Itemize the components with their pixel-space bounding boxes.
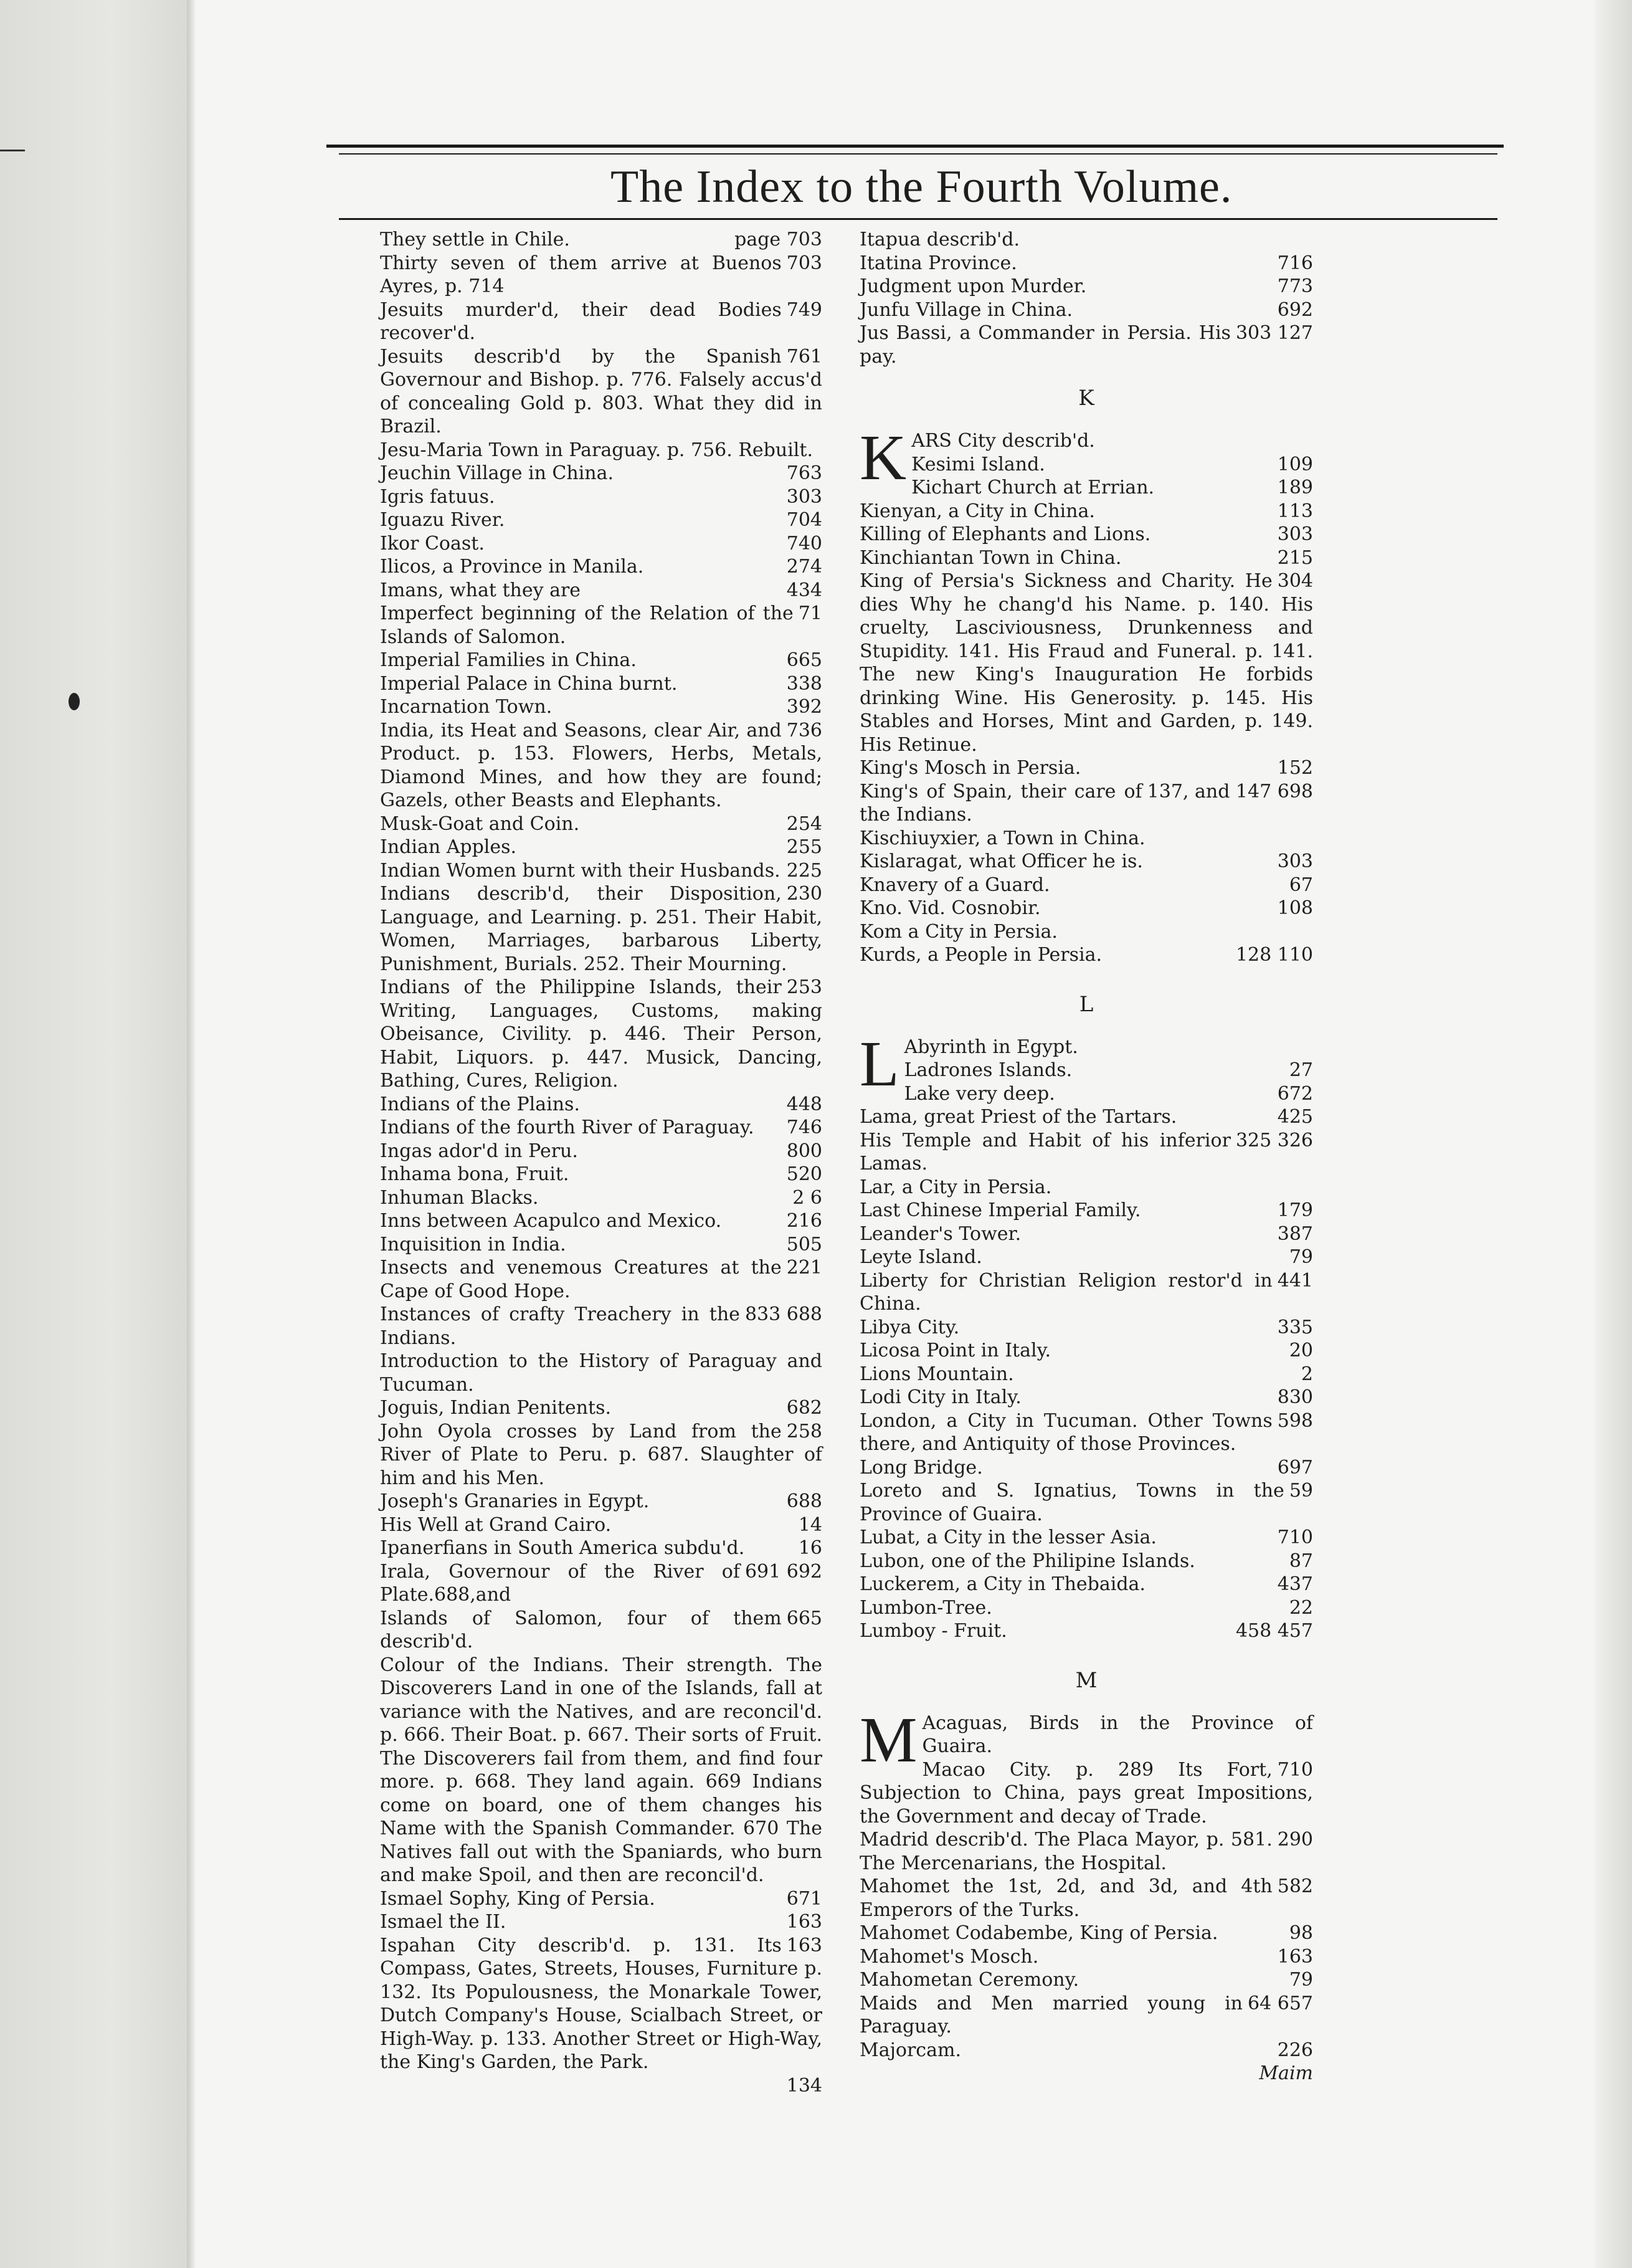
index-entry — [860, 1758, 1313, 1829]
index-entry — [860, 920, 1313, 944]
entry-text: London, a City in Tucuman. Other Towns there, and Antiquity of those Provinces. — [860, 1409, 1273, 1455]
page-reference: 163 — [1277, 1945, 1313, 1968]
entry-text: Indians of the fourth River of Paraguay. — [380, 1117, 754, 1138]
section-heading-m: M — [1075, 1667, 1098, 1693]
page-reference: 672 — [1277, 1082, 1313, 1105]
entry-text: Mahomet the 1st, 2d, and 3d, and 4th Emperors of the Turks. — [860, 1875, 1273, 1921]
page-reference: 303 — [1277, 850, 1313, 872]
entry-text: Lions Mountain. — [860, 1363, 1014, 1385]
entry-text: Kom a City in Persia. — [860, 920, 1058, 943]
entry-text: Lubon, one of the Philipine Islands. — [860, 1550, 1195, 1572]
entry-text: Inhuman Blacks. — [380, 1186, 539, 1209]
page-reference: 14 — [798, 1513, 822, 1536]
page-reference: 113 — [1277, 500, 1313, 522]
index-entry — [860, 1386, 1313, 1409]
entry-text: Acaguas, Birds in the Province of Guaira. — [922, 1712, 1313, 1757]
entry-text: Lama, great Priest of the Tartars. — [860, 1106, 1177, 1128]
index-entry — [860, 1059, 1313, 1082]
entry-text: Madrid describ'd. The Placa Mayor, p. 581. The Mercenarians, the Hospital. — [860, 1829, 1273, 1874]
entry-text: Majorcam. — [860, 2039, 961, 2061]
index-entry — [380, 508, 822, 532]
index-entry — [860, 756, 1313, 780]
entry-text: Jesu-Maria Town in Paraguay. p. 756. Rebuilt. — [380, 439, 813, 461]
page-reference: 325 326 — [1235, 1129, 1313, 1151]
entry-text: Lar, a City in Persia. — [860, 1176, 1052, 1198]
entry-text: Leyte Island. — [860, 1246, 982, 1268]
index-entry — [860, 827, 1313, 850]
entry-text: King's Mosch in Persia. — [860, 757, 1081, 779]
page-reference: 216 — [786, 1210, 822, 1232]
entry-text: Musk-Goat and Coin. — [380, 812, 580, 835]
entry-text: Imperial Palace in China burnt. — [380, 672, 678, 695]
index-entry — [380, 1350, 822, 1396]
page-reference: 254 — [786, 812, 822, 835]
index-entry — [380, 1420, 822, 1490]
index-entry — [380, 1140, 822, 1163]
entry-text: Leander's Tower. — [860, 1222, 1022, 1245]
index-entry — [860, 1619, 1313, 1643]
index-entry — [860, 1176, 1313, 1199]
index-entry — [380, 1490, 822, 1513]
index-entry — [860, 1036, 1313, 1059]
catchword: Maim — [1259, 2062, 1313, 2084]
page-reference: 226 — [1277, 2039, 1313, 2061]
page-reference: 303 127 — [1235, 322, 1313, 344]
entry-text: Liberty for Christian Religion restor'd in China. — [860, 1269, 1273, 1315]
entry-text: Mahomet's Mosch. — [860, 1945, 1039, 1968]
index-entry — [380, 882, 822, 976]
entry-text: Mahometan Ceremony. — [860, 1969, 1079, 1991]
entry-text: Introduction to the History of Paraguay and Tucuman. — [380, 1350, 822, 1396]
index-entry — [860, 1222, 1313, 1246]
index-entry — [380, 1607, 822, 1654]
page-reference: 392 — [786, 696, 822, 718]
page-reference: 67 — [1289, 874, 1313, 896]
entry-text: King's of Spain, their care of the Indians. — [860, 780, 1142, 826]
page-reference: 671 — [786, 1887, 822, 1910]
entry-text: Loreto and S. Ignatius, Towns in the Province of Guaira. — [860, 1480, 1284, 1525]
page-reference: 304 — [1277, 570, 1313, 592]
page-reference: 746 — [786, 1117, 822, 1138]
entry-text: ARS City describ'd. — [911, 430, 1095, 452]
entry-text: Abyrinth in Egypt. — [904, 1036, 1078, 1058]
entry-text: Jesuits describ'd by the Spanish Governour and Bishop. p. 776. Falsely accus'd of concealing Gold p. 803. What they did in Brazil. — [380, 345, 822, 437]
index-entry — [860, 1456, 1313, 1480]
entry-text: John Oyola crosses by Land from the River of Plate to Peru. p. 687. Slaughter of him and his Men. — [380, 1420, 822, 1489]
page-reference: 22 — [1289, 1596, 1313, 1619]
index-entry — [860, 897, 1313, 920]
index-entry — [380, 532, 822, 556]
entry-text: Licosa Point in Italy. — [860, 1340, 1051, 1361]
page-reference: 740 — [786, 532, 822, 555]
index-entry — [380, 672, 822, 696]
page-reference: 830 — [1277, 1386, 1313, 1408]
entry-text: Knavery of a Guard. — [860, 874, 1050, 896]
page-reference: 582 — [1277, 1875, 1313, 1897]
index-entry — [860, 1479, 1313, 1526]
page-reference: 27 — [1289, 1059, 1313, 1081]
index-entry — [380, 345, 822, 439]
index-entry — [860, 1573, 1313, 1596]
page-reference: 79 — [1289, 1246, 1313, 1268]
entry-text: Lumbon-Tree. — [860, 1596, 992, 1619]
page-reference: 800 — [786, 1140, 822, 1162]
index-entry — [860, 850, 1313, 874]
index-entry — [860, 523, 1313, 546]
index-entry — [860, 2039, 1313, 2062]
index-entry — [380, 1513, 822, 1537]
top-rule-thin — [339, 153, 1497, 155]
dropcap-k: K — [860, 422, 907, 493]
page-reference: 505 — [786, 1233, 822, 1256]
page-reference: 64 657 — [1248, 1992, 1313, 2014]
index-entry — [380, 1537, 822, 1560]
page-reference: 761 — [786, 345, 822, 368]
entry-text: Imans, what they are — [380, 579, 581, 601]
index-entry — [380, 1910, 822, 1934]
entry-text: Kienyan, a City in China. — [860, 500, 1095, 522]
page-reference: 109 — [1277, 453, 1313, 475]
index-entry — [380, 462, 822, 485]
page-reference: 20 — [1289, 1340, 1313, 1361]
entry-text: Iguazu River. — [380, 509, 505, 531]
index-entry — [380, 1209, 822, 1233]
index-entry — [380, 695, 822, 719]
right-index-column — [860, 228, 1313, 2085]
entry-text: Kurds, a People in Persia. — [860, 944, 1103, 966]
index-entry — [860, 1105, 1313, 1129]
page-reference: 688 — [786, 1490, 822, 1512]
index-entry — [860, 1596, 1313, 1620]
entry-text: Itatina Province. — [860, 252, 1017, 274]
page-reference: 163 — [786, 1934, 822, 1956]
entry-text: Insects and venemous Creatures at the Cape of Good Hope. — [380, 1257, 782, 1302]
entry-text: Lumboy - Fruit. — [860, 1620, 1007, 1642]
index-entry — [860, 1363, 1313, 1386]
dropcap-l: L — [860, 1027, 899, 1100]
entry-text: Inns between Acapulco and Mexico. — [380, 1210, 722, 1232]
entry-text: Ilicos, a Province in Manila. — [380, 556, 644, 578]
entry-text: Jesuits murder'd, their dead Bodies recover'd. — [380, 298, 782, 344]
entry-text: Kesimi Island. — [911, 453, 1045, 475]
entry-text: Ladrones Islands. — [904, 1059, 1073, 1081]
entry-text: They settle in Chile. — [380, 229, 570, 250]
page-reference: 290 — [1277, 1829, 1313, 1851]
index-entry — [860, 780, 1313, 827]
page-reference: 710 — [1277, 1527, 1313, 1548]
index-entry — [380, 836, 822, 859]
page-reference: 152 — [1277, 757, 1313, 779]
index-entry — [860, 569, 1313, 756]
facing-page-mark — [0, 150, 25, 151]
index-entry — [860, 1199, 1313, 1222]
page-reference: 59 — [1289, 1480, 1313, 1502]
entry-text: His Well at Grand Cairo. — [380, 1513, 612, 1536]
index-entry — [380, 1233, 822, 1257]
entry-text: Inquisition in India. — [380, 1233, 566, 1256]
index-entry — [380, 1560, 822, 1607]
page-reference: 387 — [1277, 1222, 1313, 1245]
index-entry — [860, 1269, 1313, 1316]
entry-text: Itapua describ'd. — [860, 229, 1020, 250]
page-reference: 137, and 147 698 — [1147, 780, 1313, 803]
index-entry — [380, 859, 822, 883]
entry-text: Ikor Coast. — [380, 532, 485, 555]
entry-text: Ipanerfians in South America subdu'd. — [380, 1537, 745, 1559]
index-entry — [380, 1396, 822, 1420]
page-reference: 2 6 — [792, 1186, 822, 1209]
index-entry — [380, 1093, 822, 1117]
index-entry — [860, 1968, 1313, 1992]
page-reference: 221 — [786, 1257, 822, 1279]
page-reference: 255 — [786, 836, 822, 858]
index-entry — [380, 1887, 822, 1911]
index-entry — [380, 1934, 822, 2074]
entry-text: Ingas ador'd in Peru. — [380, 1140, 578, 1162]
index-entry — [380, 298, 822, 345]
entry-text: Joseph's Granaries in Egypt. — [380, 1490, 650, 1512]
entry-text: Last Chinese Imperial Family. — [860, 1199, 1141, 1221]
page-title: The Index to the Fourth Volume. — [610, 161, 1233, 212]
top-rule — [326, 145, 1504, 148]
entry-text: Thirty seven of them arrive at Buenos Ayres, p. 714 — [380, 252, 782, 297]
page-reference: 108 — [1277, 897, 1313, 919]
page-reference: page 703 — [734, 229, 822, 250]
page-reference: 437 — [1277, 1573, 1313, 1595]
index-entry — [860, 1992, 1313, 2039]
page-reference: 749 — [786, 298, 822, 321]
section-heading-k: K — [1078, 386, 1094, 411]
page-reference: 704 — [786, 509, 822, 531]
index-entry — [380, 719, 822, 812]
page-right-edge — [1595, 0, 1632, 2268]
entry-text: Indians of the Philippine Islands, their Writing, Languages, Customs, making Obeisance, Civility. p. 446. Their Person, Habit, Liquors. p. 447. Musick, Dancing, Bathing, Cures, Religion. — [380, 976, 822, 1092]
page-reference: 2 — [1301, 1363, 1313, 1385]
page-gutter — [187, 0, 196, 2268]
page-reference: 16 — [798, 1537, 822, 1559]
page-reference: 692 — [1277, 298, 1313, 321]
index-entry — [380, 1186, 822, 1210]
page-reference: 215 — [1277, 546, 1313, 569]
entry-text: Imperfect beginning of the Relation of the Islands of Salomon. — [380, 603, 794, 648]
page-reference: 87 — [1289, 1550, 1313, 1572]
index-entry — [860, 546, 1313, 570]
index-entry — [860, 275, 1313, 298]
page-reference: 71 — [798, 603, 822, 624]
page-reference: 258 — [786, 1420, 822, 1442]
index-entry — [380, 812, 822, 836]
index-entry — [860, 1129, 1313, 1176]
index-entry — [380, 1303, 822, 1350]
page-reference: 189 — [1277, 477, 1313, 498]
section-heading-l: L — [1079, 991, 1094, 1017]
index-entry — [380, 1163, 822, 1186]
entry-text: Jus Bassi, a Commander in Persia. His pay. — [860, 322, 1231, 368]
index-i-continued — [860, 228, 1313, 368]
index-entry — [860, 1339, 1313, 1363]
index-entry — [860, 1246, 1313, 1269]
index-entry — [860, 1409, 1313, 1456]
page-reference: 773 — [1277, 275, 1313, 297]
entry-text: Libya City. — [860, 1316, 960, 1338]
entry-text: Imperial Families in China. — [380, 649, 637, 671]
entry-text: King of Persia's Sickness and Charity. He dies Why he chang'd his Name. p. 140. His cruelty, Lasciviousness, Drunkenness and Stupidity. 141. His Fraud and Funeral. p. 141. The new King's Inauguration He forbids drinking Wine. His Generosity. p. 145. His Stables and Horses, Mint and Garden, p. 149. His Retinue. — [860, 570, 1313, 756]
index-entry — [860, 943, 1313, 967]
index-entry — [860, 500, 1313, 523]
page-reference: 682 — [786, 1397, 822, 1419]
index-entry — [380, 1116, 822, 1140]
title-underline — [339, 218, 1497, 220]
page-reference: 703 — [786, 252, 822, 274]
page-reference: 230 — [786, 883, 822, 905]
page-reference: 79 — [1289, 1969, 1313, 1991]
entry-text: Long Bridge. — [860, 1456, 983, 1479]
page-reference: 736 — [786, 719, 822, 741]
entry-text: Islands of Salomon, four of them describ'd. — [380, 1607, 782, 1652]
page-reference: 179 — [1277, 1199, 1313, 1221]
page-reference: 303 — [786, 485, 822, 508]
page-reference: 691 692 — [744, 1560, 822, 1583]
page-reference: 128 110 — [1235, 944, 1313, 966]
page-reference: 163 — [786, 1911, 822, 1933]
page-reference: 458 457 — [1235, 1620, 1313, 1642]
index-entry — [860, 298, 1313, 322]
index-entry — [380, 579, 822, 603]
page-reference: 253 — [786, 976, 822, 998]
page-reference: 697 — [1277, 1456, 1313, 1479]
entry-text: Killing of Elephants and Lions. — [860, 523, 1151, 545]
index-entry — [860, 453, 1313, 477]
page-reference: 434 — [786, 579, 822, 601]
page-reference: 763 — [786, 462, 822, 484]
entry-text: Indian Apples. — [380, 836, 517, 858]
page-reference: 134 — [786, 2074, 822, 2097]
index-entry — [380, 439, 822, 462]
index-entry — [860, 322, 1313, 368]
index-entry — [860, 228, 1313, 252]
entry-text: Instances of crafty Treachery in the Indians. — [380, 1303, 740, 1349]
page-reference: 520 — [786, 1163, 822, 1185]
index-entry — [860, 429, 1313, 453]
entry-text: Joguis, Indian Penitents. — [380, 1397, 612, 1419]
index-entry — [380, 976, 822, 1093]
index-entry — [860, 1875, 1313, 1922]
entry-text: Igris fatuus. — [380, 485, 495, 508]
entry-text: Indian Women burnt with their Husbands. — [380, 859, 780, 882]
entry-text: Inhama bona, Fruit. — [380, 1163, 569, 1185]
index-entry — [860, 1082, 1313, 1106]
left-index-column — [380, 228, 822, 2097]
facing-page-edge — [0, 0, 187, 2268]
entry-text: Kichart Church at Errian. — [911, 477, 1155, 498]
entry-text: Macao City. p. 289 Its Fort, Subjection to China, pays great Impositions, the Government and decay of Trade. — [860, 1758, 1313, 1827]
index-entry — [380, 252, 822, 298]
section-k — [860, 422, 1313, 967]
page-reference: 716 — [1277, 252, 1313, 274]
page-reference: 303 — [1277, 523, 1313, 545]
entry-text: Jeuchin Village in China. — [380, 462, 614, 484]
index-entry — [860, 476, 1313, 500]
index-entry — [380, 649, 822, 672]
index-entry — [860, 252, 1313, 275]
entry-text: Junfu Village in China. — [860, 298, 1073, 321]
entry-text: Lake very deep. — [904, 1082, 1055, 1105]
page-reference: 448 — [786, 1093, 822, 1115]
entry-text: Lodi City in Italy. — [860, 1386, 1022, 1408]
entry-text: Irala, Governour of the River of Plate.688,and — [380, 1560, 740, 1606]
entry-text: Kislaragat, what Officer he is. — [860, 850, 1143, 872]
page-reference: 665 — [786, 649, 822, 671]
entry-text: Kinchiantan Town in China. — [860, 546, 1122, 569]
entry-text: Maids and Men married young in Paraguay. — [860, 1992, 1243, 2037]
entry-text: Judgment upon Murder. — [860, 275, 1087, 297]
page-reference: 225 — [786, 859, 822, 882]
dropcap-m: M — [860, 1703, 918, 1776]
page-reference: 833 688 — [744, 1303, 822, 1325]
index-entry — [860, 874, 1313, 897]
entry-text: Indians of the Plains. — [380, 1093, 580, 1115]
page-reference: 98 — [1289, 1922, 1313, 1944]
ink-blot — [69, 693, 80, 710]
entry-text: Ispahan City describ'd. p. 131. Its Compass, Gates, Streets, Houses, Furniture p. 132. Its Populousness, the Monarkale Tower, Dutch Company's House, Scialbach Street, or High-Way. p. 133. Another Street or High-Way, the King's Garden, the Park. — [380, 1934, 822, 2073]
entry-text: Ismael Sophy, King of Persia. — [380, 1887, 655, 1910]
entry-text: Mahomet Codabembe, King of Persia. — [860, 1922, 1218, 1944]
index-entry — [380, 1654, 822, 1887]
entry-text: Lubat, a City in the lesser Asia. — [860, 1527, 1157, 1548]
page-reference: 335 — [1277, 1316, 1313, 1338]
index-entry — [380, 485, 822, 509]
page-reference: 665 — [786, 1607, 822, 1629]
page-reference: 274 — [786, 556, 822, 578]
entry-text: Incarnation Town. — [380, 696, 553, 718]
index-entry — [860, 1316, 1313, 1340]
index-entry — [860, 1828, 1313, 1875]
entry-text: Ismael the II. — [380, 1911, 506, 1933]
index-entry — [380, 555, 822, 579]
page-reference: 338 — [786, 672, 822, 695]
index-entry — [860, 1712, 1313, 1758]
page-reference: 425 — [1277, 1106, 1313, 1128]
section-m — [860, 1703, 1313, 2062]
entry-text: His Temple and Habit of his inferior Lamas. — [860, 1129, 1231, 1174]
index-entry — [380, 1256, 822, 1303]
index-entry — [860, 1526, 1313, 1550]
entry-text: Indians describ'd, their Disposition, Language, and Learning. p. 251. Their Habit, Women, Marriages, barbarous Liberty, Punishment, Burials. 252. Their Mourning. — [380, 883, 822, 975]
page-reference: 441 — [1277, 1269, 1313, 1292]
entry-text: Kno. Vid. Cosnobir. — [860, 897, 1041, 919]
entry-text: Colour of the Indians. Their strength. The Discoverers Land in one of the Islands, fall at variance with the Natives, and are reconcil'd. p. 666. Their Boat. p. 667. Their sorts of Fruit. The Discoverers fail from them, and find four more. p. 668. They land again. 669 Indians come on board, one of them changes his Name with the Spanish Commander. 670 The Natives fall out with the Spaniards, who burn and make Spoil, and then are reconcil'd. — [380, 1654, 822, 1886]
index-entry — [860, 1922, 1313, 1945]
page-reference: 598 — [1277, 1409, 1313, 1432]
section-l — [860, 1027, 1313, 1643]
index-entry — [380, 602, 822, 649]
entry-text: Luckerem, a City in Thebaida. — [860, 1573, 1146, 1595]
entry-text: Kischiuyxier, a Town in China. — [860, 827, 1146, 849]
index-entry — [380, 228, 822, 252]
page-reference: 710 — [1277, 1758, 1313, 1781]
index-entry — [860, 1550, 1313, 1573]
index-entry — [860, 1945, 1313, 1969]
entry-text: India, its Heat and Seasons, clear Air, and Product. p. 153. Flowers, Herbs, Metals, Diamond Mines, and how they are found; Gazels, other Beasts and Elephants. — [380, 719, 822, 811]
